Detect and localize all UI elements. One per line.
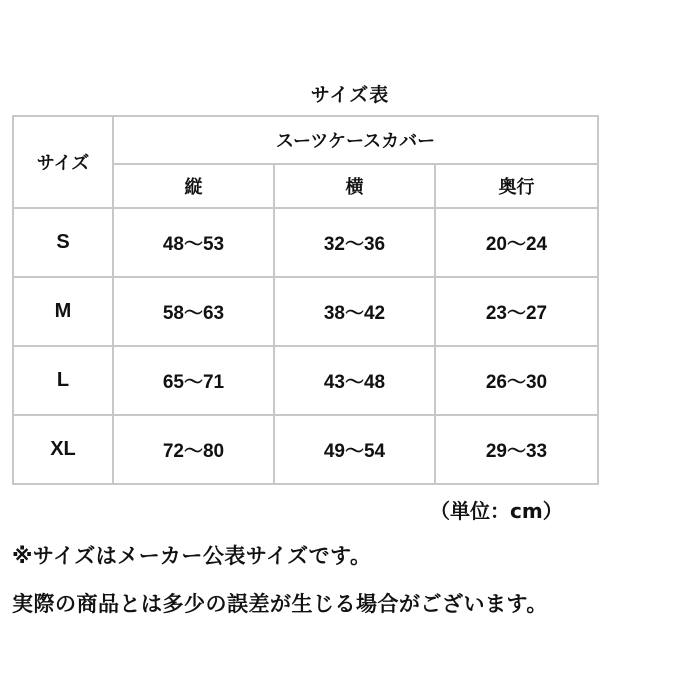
size-label: XL: [13, 415, 113, 484]
width-value: 43～48: [274, 346, 435, 415]
table-row: [13, 208, 598, 277]
column-header-depth: 奥行: [435, 164, 598, 208]
width-value: 38～42: [274, 277, 435, 346]
table-row: [13, 346, 598, 415]
disclaimer-note: ※サイズはメーカー公表サイズです。: [12, 544, 372, 568]
table-header-row: [13, 116, 598, 164]
depth-value: 20～24: [435, 208, 598, 277]
unit-note: （単位：cm）: [430, 499, 563, 523]
length-value: 58～63: [113, 277, 274, 346]
product-group-header: スーツケースカバー: [113, 116, 598, 164]
length-value: 65～71: [113, 346, 274, 415]
size-label: M: [13, 277, 113, 346]
size-column-header: サイズ: [13, 116, 113, 208]
chart-title: サイズ表: [310, 84, 390, 106]
size-label: S: [13, 208, 113, 277]
length-value: 72～80: [113, 415, 274, 484]
width-value: 49～54: [274, 415, 435, 484]
depth-value: 26～30: [435, 346, 598, 415]
length-value: 48～53: [113, 208, 274, 277]
width-value: 32～36: [274, 208, 435, 277]
depth-value: 23～27: [435, 277, 598, 346]
column-header-length: 縦: [113, 164, 274, 208]
size-label: L: [13, 346, 113, 415]
size-table: [12, 115, 599, 485]
table-row: [13, 415, 598, 484]
depth-value: 29～33: [435, 415, 598, 484]
disclaimer-note: 実際の商品とは多少の誤差が生じる場合がございます。: [12, 592, 548, 616]
column-header-width: 横: [274, 164, 435, 208]
table-row: [13, 277, 598, 346]
